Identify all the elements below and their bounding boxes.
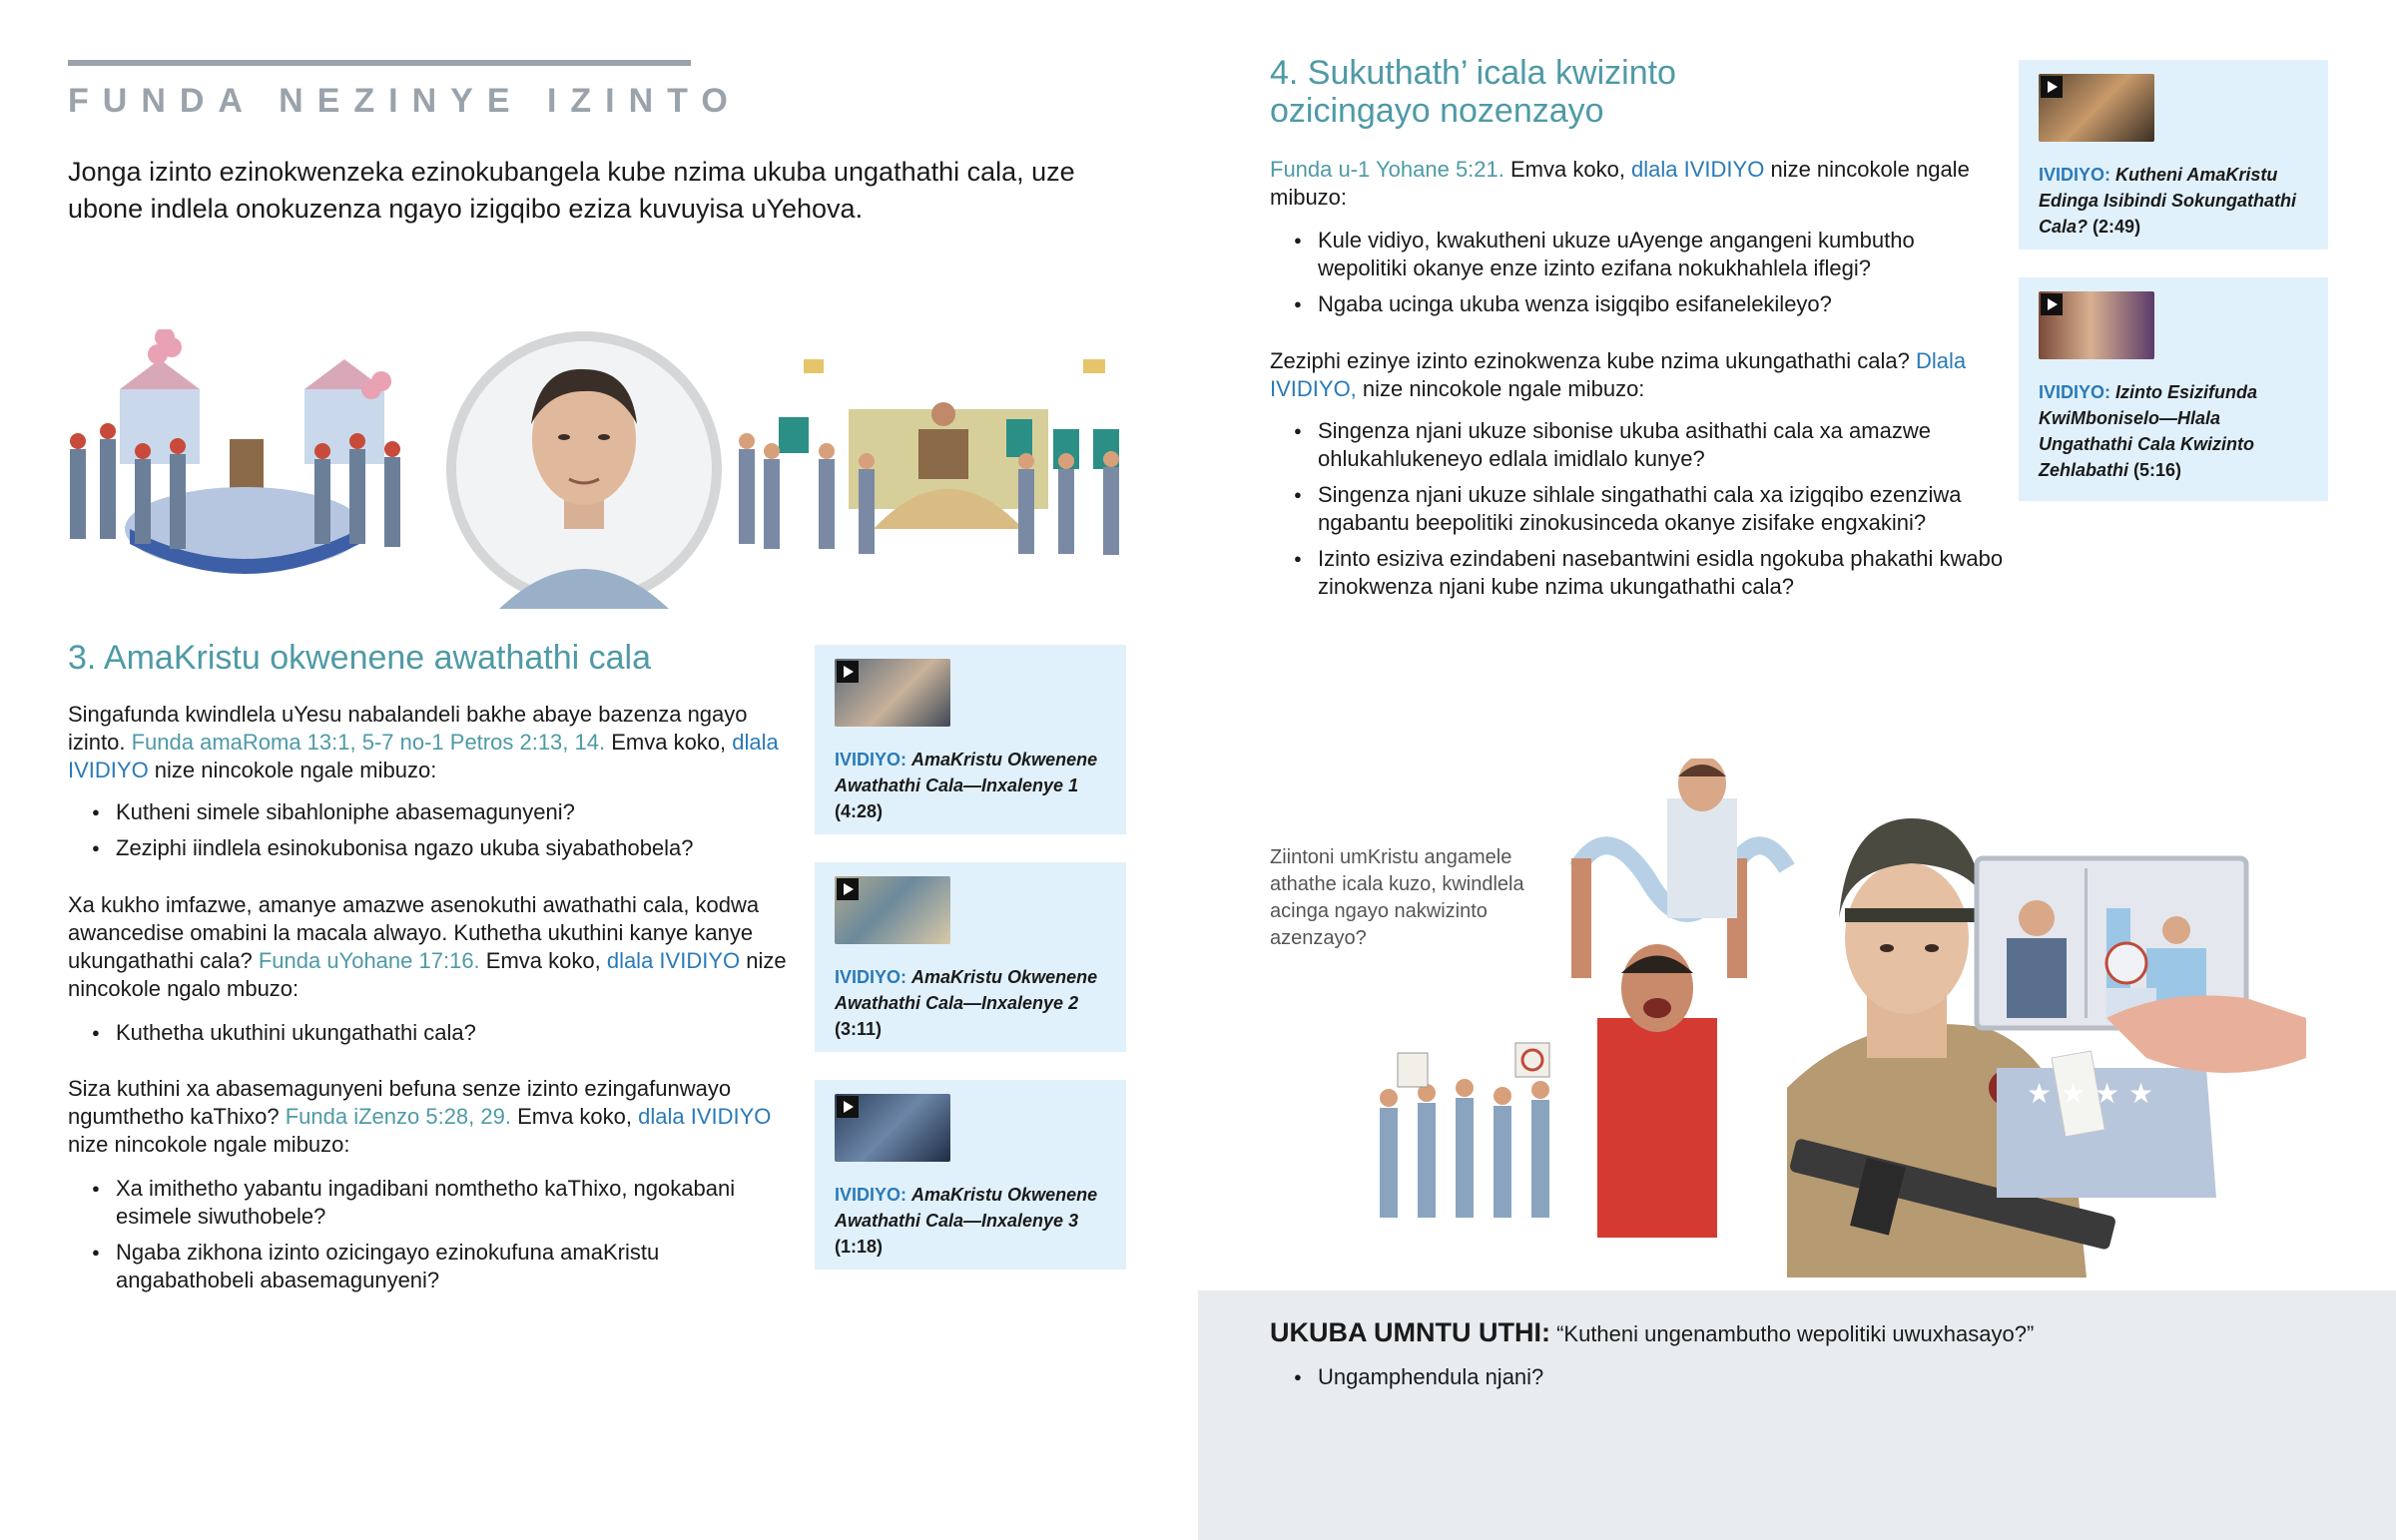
section3-question-list2 bbox=[68, 1019, 787, 1055]
video-label: IVIDIYO: bbox=[835, 1185, 907, 1205]
footer-label: UKUBA UMNTU UTHI: bbox=[1270, 1317, 1550, 1347]
video-card-part1[interactable] bbox=[815, 645, 1126, 834]
text: Singafunda kwindlela uYesu nabalandeli bakhe abaye bazenza ngayo izinto. bbox=[68, 702, 748, 755]
play-video-link[interactable]: dlala IVIDIYO bbox=[1631, 157, 1765, 182]
list-item: ● Ngaba zikhona izinto ozicingayo ezinokufuna amaKristu angabathobeli abasemagunyeni? bbox=[68, 1239, 787, 1294]
list-item: ● Kuthetha ukuthini ukungathathi cala? bbox=[68, 1019, 787, 1047]
footer-prompt bbox=[1270, 1317, 2328, 1349]
section4-paragraph2 bbox=[1270, 347, 1989, 403]
video-duration: (4:28) bbox=[835, 801, 884, 821]
protesters-illustration bbox=[1380, 1043, 1549, 1218]
text: Emva koko, bbox=[510, 1104, 639, 1129]
video-caption bbox=[835, 1182, 1106, 1260]
video-caption bbox=[835, 747, 1106, 824]
video-thumbnail[interactable] bbox=[835, 876, 950, 944]
video-caption bbox=[835, 964, 1106, 1042]
video-duration: (5:16) bbox=[2133, 460, 2182, 480]
video-thumbnail[interactable] bbox=[835, 659, 950, 727]
svg-text:★ ★ ★ ★: ★ ★ ★ ★ bbox=[2027, 1077, 2154, 1110]
text: Xa kukho imfazwe, amanye amazwe asenokuthi awathathi cala, kodwa awancedise omabini la macala alwayo. Kuthetha ukuthini kanye kanye ukungathathi cala? bbox=[68, 892, 760, 973]
scripture-link-john[interactable]: Funda uYohane 17:16. bbox=[258, 948, 480, 973]
play-icon[interactable] bbox=[2041, 293, 2063, 315]
section3-question-list3 bbox=[68, 1175, 787, 1302]
video-thumbnail[interactable] bbox=[2039, 74, 2154, 142]
boy-illustration bbox=[1667, 759, 1737, 918]
footer-question-list bbox=[1270, 1363, 2069, 1399]
video-card-watchtower[interactable] bbox=[2019, 277, 2328, 501]
list-item: ● Zeziphi iindlela esinokubonisa ngazo ukuba siyabathobela? bbox=[68, 834, 787, 862]
section3-heading: 3. AmaKristu okwenene awathathi cala bbox=[68, 639, 652, 677]
portrait-illustration bbox=[446, 331, 722, 609]
illustration-neutrality bbox=[1348, 759, 2326, 1292]
list-item: ● Singenza njani ukuze sibonise ukuba asithathi cala xa amazwe ohlukahlukeneyo edlala imidlalo kunye? bbox=[1270, 417, 2049, 473]
text: nize nincokole ngale mibuzo: bbox=[1356, 376, 1645, 401]
play-icon[interactable] bbox=[837, 1096, 859, 1118]
video-label: IVIDIYO: bbox=[2039, 382, 2111, 402]
list-item: ● Kule vidiyo, kwakutheni ukuze uAyenge angangeni kumbutho wepolitiki okanye enze izinto ezifana nokukhahlela iflegi? bbox=[1270, 227, 1989, 282]
video-card-part2[interactable] bbox=[815, 862, 1126, 1052]
video-title: AmaKristu Okwenene Awathathi Cala—Inxalenye 1 bbox=[835, 750, 1098, 795]
video-caption bbox=[2039, 162, 2308, 240]
illustration-rallies bbox=[60, 329, 1158, 614]
section3-paragraph3 bbox=[68, 1075, 787, 1159]
text: nize nincokole ngale mibuzo: bbox=[1270, 157, 1970, 210]
play-icon[interactable] bbox=[837, 878, 859, 900]
list-item: ● Ungamphendula njani? bbox=[1270, 1363, 2069, 1391]
section4-paragraph1 bbox=[1270, 156, 1989, 212]
video-card-courage[interactable] bbox=[2019, 60, 2328, 250]
page-title: FUNDA NEZINYE IZINTO bbox=[68, 82, 742, 120]
section4-question-list1 bbox=[1270, 227, 1989, 326]
text: Emva koko, bbox=[605, 730, 733, 755]
video-duration: (2:49) bbox=[2093, 217, 2141, 237]
scripture-link-romans[interactable]: Funda amaRoma 13:1, 5-7 no-1 Petros 2:13, 14. bbox=[131, 730, 606, 755]
play-video-link[interactable]: dlala IVIDIYO bbox=[606, 948, 741, 973]
section3-paragraph1 bbox=[68, 701, 787, 784]
video-duration: (1:18) bbox=[835, 1237, 884, 1257]
footer-quote: “Kutheni ungenambutho wepolitiki uwuxhasayo?” bbox=[1549, 1321, 2035, 1346]
scripture-link-1john[interactable]: Funda u-1 Yohane 5:21. bbox=[1270, 157, 1504, 182]
text: Zeziphi ezinye izinto ezinokwenza kube nzima ukungathathi cala? bbox=[1270, 348, 1916, 373]
play-video-link[interactable]: dlala IVIDIYO bbox=[638, 1104, 772, 1129]
play-video-link[interactable]: dlala IVIDIYO bbox=[68, 730, 779, 782]
video-thumbnail[interactable] bbox=[2039, 291, 2154, 359]
text: nize nincokole ngalo mbuzo: bbox=[68, 948, 787, 1001]
video-title: Izinto Esizifunda KwiMboniselo—Hlala Ungathathi Cala Kwizinto Zehlabathi bbox=[2039, 382, 2258, 480]
video-title: AmaKristu Okwenene Awathathi Cala—Inxalenye 3 bbox=[835, 1185, 1098, 1231]
section4-question-list2 bbox=[1270, 417, 2049, 609]
list-item: ● Xa imithetho yabantu ingadibani nomthetho kaThixo, ngokabani esimele siwuthobele? bbox=[68, 1175, 787, 1231]
intro-paragraph: Jonga izinto ezinokwenzeka ezinokubangela kube nzima ukuba ungathathi cala, uze ubone indlela onokuzenza ngayo izigqibo eziza kuvuyisa uYehova. bbox=[68, 157, 1075, 224]
illustration-caption: Ziintoni umKristu angamele athathe icala kuzo, kwindlela acinga ngayo nakwizinto azenzayo? bbox=[1270, 846, 1524, 949]
video-label: IVIDIYO: bbox=[835, 750, 907, 770]
video-card-part3[interactable] bbox=[815, 1080, 1126, 1270]
video-title: AmaKristu Okwenene Awathathi Cala—Inxalenye 2 bbox=[835, 967, 1098, 1013]
right-rally-illustration bbox=[739, 359, 1119, 555]
video-label: IVIDIYO: bbox=[835, 967, 907, 987]
text: nize nincokole ngale mibuzo: bbox=[148, 758, 437, 782]
text: Emva koko, bbox=[479, 948, 607, 973]
list-item: ● Ngaba ucinga ukuba wenza isigqibo esifanelekileyo? bbox=[1270, 290, 1989, 318]
text: Emva koko, bbox=[1503, 157, 1632, 182]
header-rule bbox=[68, 60, 691, 66]
play-icon[interactable] bbox=[837, 661, 859, 683]
video-label: IVIDIYO: bbox=[2039, 165, 2111, 185]
scripture-link-acts[interactable]: Funda iZenzo 5:28, 29. bbox=[285, 1104, 511, 1129]
section3-paragraph2 bbox=[68, 891, 787, 1003]
video-caption bbox=[2039, 379, 2308, 483]
list-item: ● Kutheni simele sibahloniphe abasemagunyeni? bbox=[68, 798, 787, 826]
list-item: ● Singenza njani ukuze sihlale singathathi cala xa izigqibo ezenziwa ngabantu beepolitiki zinokusinceda okanye zisifake engxakini? bbox=[1270, 481, 2049, 537]
left-rally-illustration bbox=[70, 329, 400, 574]
play-video-link[interactable]: Dlala IVIDIYO, bbox=[1270, 348, 1967, 401]
text: nize nincokole ngale mibuzo: bbox=[68, 1132, 350, 1157]
section3-question-list1 bbox=[68, 798, 787, 870]
play-icon[interactable] bbox=[2041, 76, 2063, 98]
video-thumbnail[interactable] bbox=[835, 1094, 950, 1162]
video-duration: (3:11) bbox=[835, 1019, 883, 1039]
video-title: Kutheni AmaKristu Edinga Isibindi Sokungathathi Cala? bbox=[2039, 165, 2297, 237]
section4-heading: 4. Sukuthath’ icala kwizinto ozicingayo nozenzayo bbox=[1270, 54, 1676, 130]
list-item: ● Izinto esiziva ezindabeni nasebantwini esidla ngokuba phakathi kwabo zinokwenza njani kube nzima ukungathathi cala? bbox=[1270, 545, 2049, 601]
text: Siza kuthini xa abasemagunyeni befuna senze izinto ezingafunwayo ngumthetho kaThixo? bbox=[68, 1076, 732, 1129]
